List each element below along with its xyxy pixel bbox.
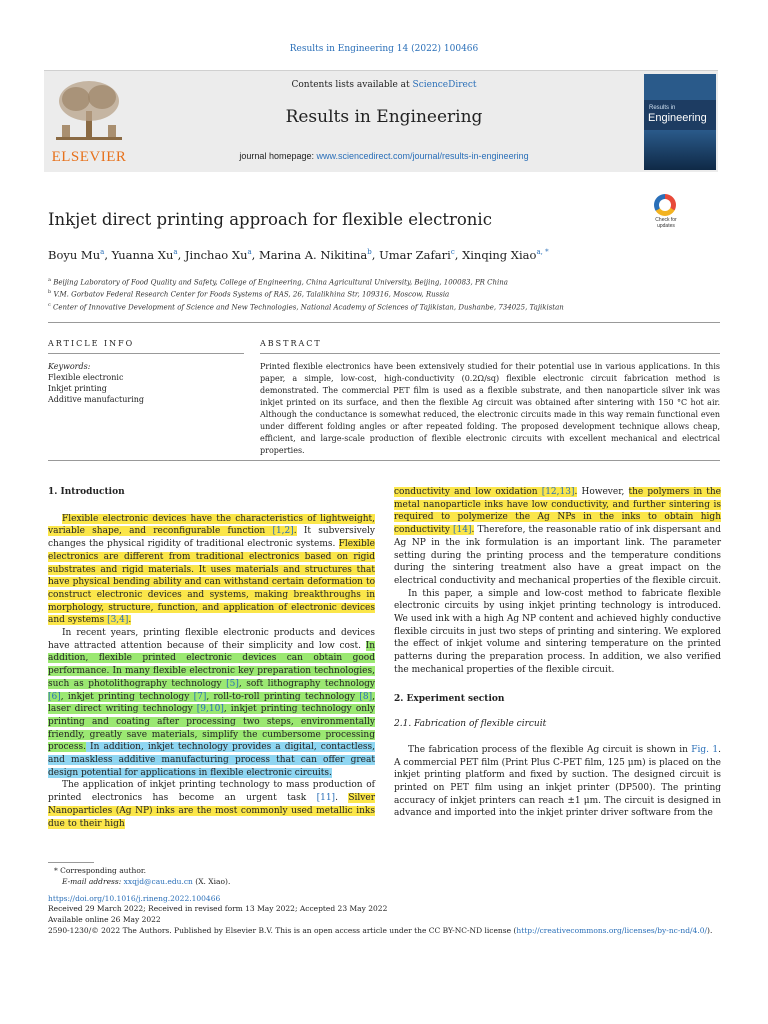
homepage-link[interactable]: www.sciencedirect.com/journal/results-in-engineering <box>316 151 529 161</box>
citation-link[interactable]: [7] <box>193 691 207 702</box>
author-affiliation-mark[interactable]: b <box>367 248 372 257</box>
journal-banner <box>44 70 718 172</box>
footnote-divider <box>48 862 94 863</box>
license-note: 2590-1230/© 2022 The Authors. Published by Elsevier B.V. This is an open access article under the CC BY-NC-ND license (http://creativecommons.org/licenses/by-nc-nd/4.0/). <box>48 925 713 935</box>
author-affiliation-mark[interactable]: a <box>247 248 252 257</box>
article-title: Inkjet direct printing approach for flexible electronic <box>48 210 492 229</box>
paragraph: In recent years, printing flexible electronic products and devices have attracted attention because of their simplicity and low cost. In addition, flexible printed electronic devices can obtain good performance. In many flexible electronic key preparation technologies, such as photolithography technology [5], soft lithography technology [6], inkjet printing technology [7], roll-to-roll printing technology [8], laser direct writing technology [9,10], inkjet printing technology only printing and coating after processing two steps, environmentally friendly, greatly save materials, simplify the cumbersome processing process. In addition, inkjet technology provides a digital, contactless, and maskless additive manufacturing process that can offer great design potential for applications in flexible electronic circuits. <box>48 628 375 778</box>
keyword: Flexible electronic <box>48 373 124 382</box>
available-online-date: Available online 26 May 2022 <box>48 915 161 925</box>
citation-link[interactable]: [9,10] <box>196 704 224 715</box>
author-name[interactable]: Marina A. Nikitina <box>258 248 368 262</box>
author-affiliation-mark[interactable]: c <box>450 248 455 257</box>
received-dates: Received 29 March 2022; Received in revised form 13 May 2022; Accepted 23 May 2022 <box>48 904 388 914</box>
elsevier-logo[interactable] <box>46 77 132 169</box>
license-link[interactable]: http://creativecommons.org/licenses/by-nc-nd/4.0/ <box>516 925 708 935</box>
journal-title[interactable]: Results in Engineering <box>285 107 483 127</box>
crossmark-label: Check for updates <box>655 217 677 229</box>
paragraph: The fabrication process of the flexible Ag circuit is shown in Fig. 1. A commercial PET film (Print Plus C-PET film, 125 μm) is placed on the inkjet printing platform and fixed by suction. The designed circuit is printed on PET film using an inkjet printer (DP500). The printing accuracy of inkjet printers can reach ±1 μm. The circuit is designed in advance and imported into the inkjet printer driver software from the <box>394 744 721 819</box>
journal-cover-thumbnail[interactable] <box>644 74 716 170</box>
abstract-heading: ABSTRACT <box>260 339 322 348</box>
publisher-wordmark: ELSEVIER <box>51 149 127 165</box>
author-name[interactable]: Yuanna Xu <box>111 248 174 262</box>
elsevier-tree-icon <box>52 77 126 143</box>
author-name[interactable]: Xinqing Xiao <box>462 248 537 262</box>
citation-link[interactable]: [12,13] <box>541 487 575 497</box>
affiliations <box>48 275 564 312</box>
contents-availability: Contents lists available at ScienceDirect <box>291 80 477 90</box>
cover-artwork <box>644 130 716 170</box>
figure-link[interactable]: Fig. 1 <box>691 744 719 755</box>
keyword: Inkjet printing <box>48 384 107 393</box>
section-heading: 1. Introduction <box>48 487 125 497</box>
keywords-label: Keywords: <box>48 362 91 371</box>
journal-reference[interactable]: Results in Engineering 14 (2022) 100466 <box>289 44 479 54</box>
abstract-text: Printed flexible electronics have been extensively studied for their potential use in various applications. In this paper, a simple, low-cost, high-conductivity (0.2Ω/sq) flexible electronic circuit fabrication method is demonstrated. The commercial PET film is used as a flexible substrate, and then nanoparticle silver ink was inkjet printed on its surface, and then the flexible Ag circuit was obtained after sintering with 150 °C hot air. Although the conductance is somewhat reduced, the electronic circuits made in this way remain functional even under different folding angles or after repeated folding. The proposed development technique allows cheap, efficient, and large-scale production of flexible electronic circuits with excellent mechanical and electrical properties. <box>260 362 720 455</box>
paragraph: In this paper, a simple and low-cost method to fabricate flexible electronic circuits by using inkjet printing technology is introduced. We used ink with a high Ag NP content and achieved highly conductive flexible circuits in just two steps of printing and sintering. We explored the effect of inkjet volume and sintering temperature on the printed patterns during the preparation process. In addition, we also verified the mechanical properties of the flexible circuit. <box>394 588 721 675</box>
divider <box>48 460 720 461</box>
author-affiliation-mark[interactable]: a <box>100 248 105 257</box>
keyword: Additive manufacturing <box>48 395 145 404</box>
body-column-left <box>48 486 375 830</box>
paragraph: The application of inkjet printing technology to mass production of printed electronics has become an urgent task [11]. Silver Nanoparticles (Ag NP) inks are the most commonly used metallic inks due to their high <box>48 780 375 829</box>
footnotes <box>48 866 720 937</box>
journal-homepage: journal homepage: www.sciencedirect.com/journal/results-in-engineering <box>239 151 529 161</box>
citation-link[interactable]: [3,4] <box>107 615 129 626</box>
citation-link[interactable]: [8] <box>359 691 373 702</box>
cover-header-band <box>644 74 716 100</box>
author-name[interactable]: Umar Zafari <box>379 248 451 262</box>
cover-journal-name: Engineering <box>648 112 707 124</box>
citation-link[interactable]: [1,2] <box>272 526 294 537</box>
citation-link[interactable]: [11] <box>316 793 336 804</box>
divider <box>48 322 720 323</box>
divider <box>260 353 720 354</box>
corresponding-author-note: * Corresponding author. <box>54 866 147 875</box>
body-column-right <box>394 486 721 820</box>
crossmark-icon <box>654 194 676 216</box>
paragraph: Flexible electronic devices have the characteristics of lightweight, variable shape, and reconfigurable function [1,2]. It subversively changes the physical rigidity of traditional electronic systems. Flexible electronics are different from traditional electronics based on rigid substrates and rigid materials. It uses materials and structures that have physical bending ability and can withstand certain deformation to construct electronic devices and systems, making breakthroughs in morphology, structure, function, and application of electronic devices and systems [3,4]. <box>48 513 376 626</box>
check-for-updates-badge[interactable] <box>646 192 686 232</box>
citation-link[interactable]: [14] <box>453 525 472 536</box>
email-link[interactable]: xxqjd@cau.edu.cn <box>123 876 193 886</box>
author-name[interactable]: Jinchao Xu <box>184 248 248 262</box>
citation-link[interactable]: [5] <box>226 678 239 689</box>
author-name[interactable]: Boyu Mu <box>48 248 101 262</box>
citation-link[interactable]: [6] <box>48 691 61 702</box>
author-list: Boyu Mu$^a$, Yuanna Xu$^a$, Jinchao Xu$^a$, Marina A. Nikitina$^b$, Umar Zafari$^c$, Xinqing Xiao$^{a, *}$ <box>48 248 549 262</box>
affiliation-item: $^a$ Beijing Laboratory of Food Quality and Safety, College of Engineering, China Agricultural University, Beijing, 100083, PR China <box>48 277 508 287</box>
article-info-heading: ARTICLE INFO <box>48 339 135 348</box>
sciencedirect-link[interactable]: ScienceDirect <box>412 80 477 90</box>
author-affiliation-mark[interactable]: a <box>173 248 178 257</box>
paragraph: conductivity and low oxidation [12,13]. However, the polymers in the metal nanoparticle inks have low conductivity, and further sintering is required to polymerize the Ag NPs in the inks to obtain high conductivity [14]. Therefore, the reasonable ratio of ink dispersant and Ag NP in the ink formulation is an important link. The parameter setting during the printing process and the temperature conditions during the sintering treatment also have a great impact on the electrical conductivity and mechanical properties of the flexible circuit. <box>394 487 721 586</box>
keywords-block <box>48 361 144 405</box>
email-note: E-mail address: xxqjd@cau.edu.cn (X. Xiao). <box>62 876 231 886</box>
cover-small-text: Results in <box>649 105 676 111</box>
divider <box>48 353 244 354</box>
subsection-heading: 2.1. Fabrication of flexible circuit <box>394 719 547 730</box>
section-heading: 2. Experiment section <box>394 693 505 704</box>
author-affiliation-mark[interactable]: a, * <box>536 248 549 257</box>
affiliation-item: $^b$ V.M. Gorbatov Federal Research Center for Foods Systems of RAS, 26, Talalikhina Str, 109316, Moscow, Russia <box>48 289 450 299</box>
affiliation-item: $^c$ Center of Innovative Development of Science and New Technologies, National Academy of Sciences of Tajikistan, Dushanbe, 734025, Tajikistan <box>48 301 564 311</box>
doi-link[interactable]: https://doi.org/10.1016/j.rineng.2022.100466 <box>48 893 221 903</box>
